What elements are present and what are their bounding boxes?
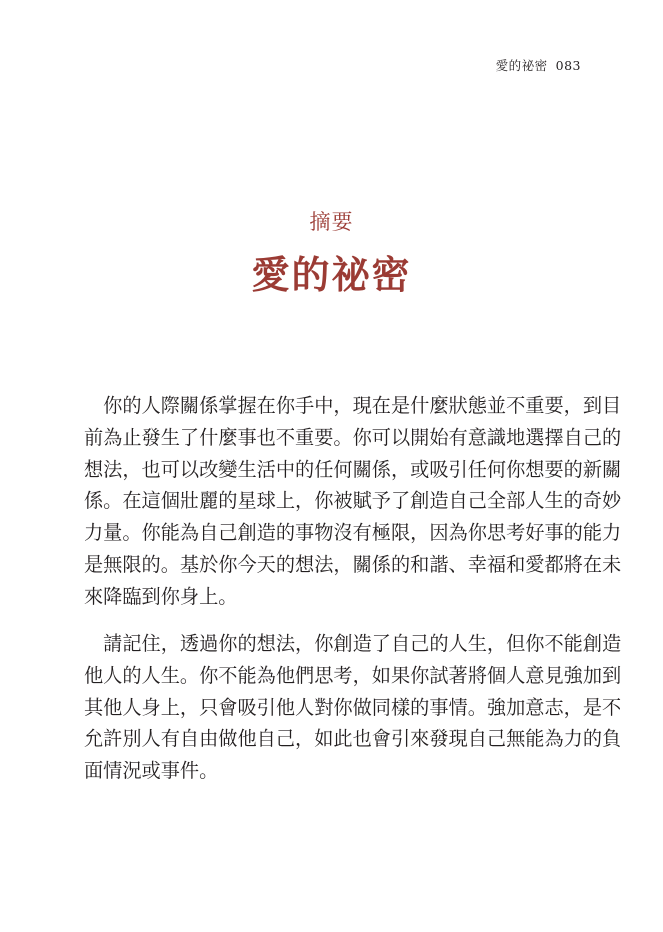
paragraph-line: 請記住，透過你的想法，你創造了自己的人生，但你不能創造 (84, 632, 622, 655)
paragraph-line: 係。在這個壯麗的星球上，你被賦予了創造自己全部人生的奇妙 (84, 489, 622, 513)
paragraph-line: 來降臨到你身上。 (84, 584, 238, 608)
running-header-title: 愛的祕密 (495, 58, 548, 73)
section-subtitle: 摘要 (309, 210, 354, 234)
chapter-title: 愛的祕密 (251, 252, 412, 297)
body-paragraph-2 (84, 628, 622, 787)
paragraph-line: 是無限的。基於你今天的想法，關係的和諧、幸福和愛都將在未 (84, 552, 622, 576)
paragraph-line: 想法，也可以改變生活中的任何關係，或吸引任何你想要的新關 (84, 457, 622, 481)
paragraph-line: 其他人身上，只會吸引他人對你做同樣的事情。強加意志，是不 (84, 695, 622, 719)
paragraph-line: 你的人際關係掌握在你手中，現在是什麼狀態並不重要，到目 (84, 394, 622, 417)
paragraph-line: 允許別人有自由做他自己，如此也會引來發現自己無能為力的負 (84, 727, 622, 751)
paragraph-line: 他人的人生。你不能為他們思考，如果你試著將個人意見強加到 (84, 663, 622, 687)
paragraph-line: 面情況或事件。 (84, 759, 219, 783)
paragraph-line: 前為止發生了什麼事也不重要。你可以開始有意識地選擇自己的 (84, 425, 622, 449)
page-number: 083 (555, 58, 581, 73)
paragraph-line: 力量。你能為自己創造的事物沒有極限，因為你思考好事的能力 (84, 521, 622, 545)
running-header (496, 56, 581, 74)
body-paragraph-1 (84, 390, 622, 613)
